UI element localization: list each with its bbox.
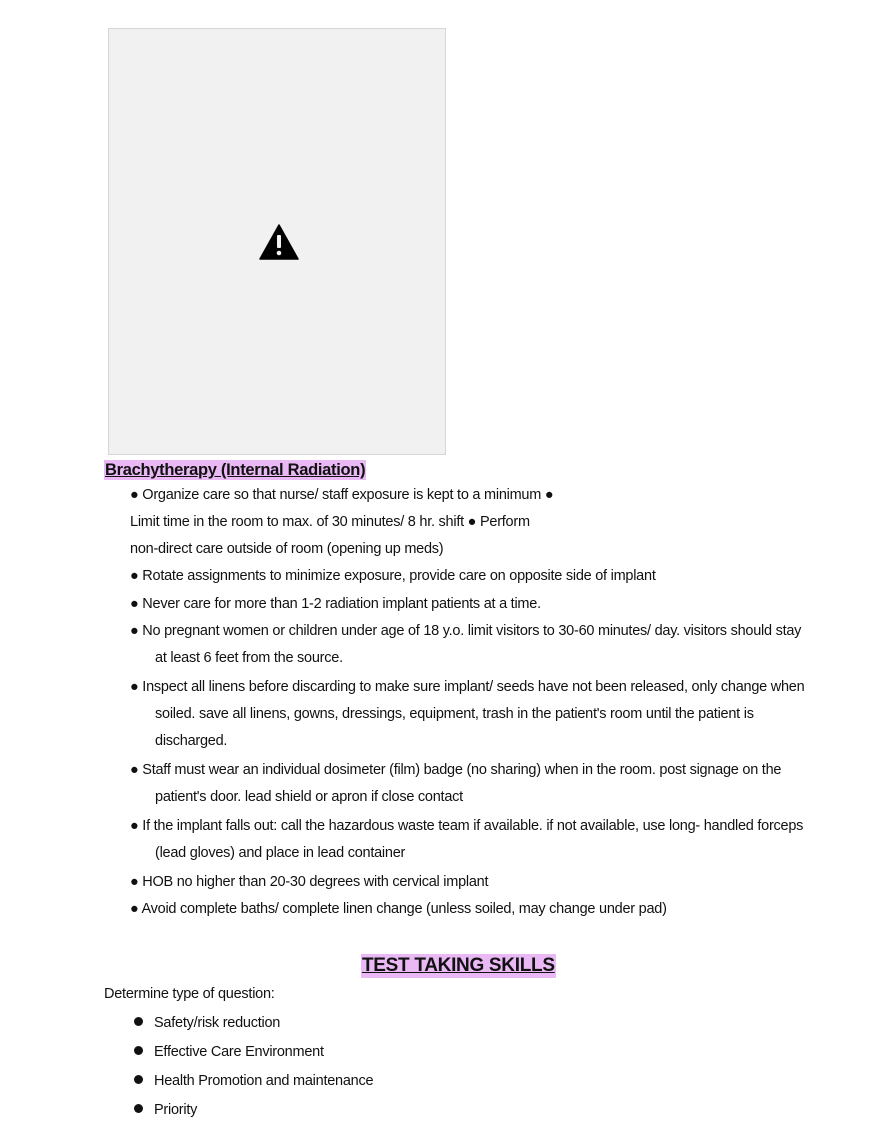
bullet-icon: [134, 1017, 143, 1026]
brachy-line-1: ● Organize care so that nurse/ staff exposure is kept to a minimum ●: [130, 487, 554, 503]
brachy-line-12: patient's door. lead shield or apron if close contact: [155, 789, 463, 805]
broken-image-placeholder: [108, 28, 446, 455]
brachytherapy-title: Brachytherapy (Internal Radiation): [105, 461, 366, 479]
bullet-icon: [134, 1104, 143, 1113]
brachy-line-14: (lead gloves) and place in lead container: [155, 845, 406, 861]
test-taking-title: TEST TAKING SKILLS: [362, 955, 555, 976]
brachy-line-7: at least 6 feet from the source.: [155, 650, 343, 666]
brachy-line-2: Limit time in the room to max. of 30 minutes/ 8 hr. shift ● Perform: [130, 514, 530, 530]
warning-triangle-icon: [259, 224, 299, 260]
brachy-line-9: soiled. save all linens, gowns, dressings, equipment, trash in the patient's room until the patient is: [155, 706, 754, 722]
brachy-line-16: ● Avoid complete baths/ complete linen change (unless soiled, may change under pad): [130, 901, 667, 917]
test-taking-item: Effective Care Environment: [134, 1042, 324, 1062]
brachy-line-3: non-direct care outside of room (opening up meds): [130, 541, 444, 557]
test-taking-intro: Determine type of question:: [104, 986, 275, 1002]
brachy-line-11: ● Staff must wear an individual dosimeter (film) badge (no sharing) when in the room. post signage on the: [130, 762, 782, 778]
bullet-icon: [134, 1075, 143, 1084]
test-taking-item: Priority: [134, 1100, 197, 1120]
brachy-line-5: ● Never care for more than 1-2 radiation implant patients at a time.: [130, 596, 541, 612]
brachy-line-8: ● Inspect all linens before discarding to make sure implant/ seeds have not been released, only change when: [130, 679, 805, 695]
brachy-line-4: ● Rotate assignments to minimize exposure, provide care on opposite side of implant: [130, 568, 656, 584]
brachy-line-6: ● No pregnant women or children under age of 18 y.o. limit visitors to 30-60 minutes/ day. visitors should stay: [130, 623, 802, 639]
brachy-line-15: ● HOB no higher than 20-30 degrees with cervical implant: [130, 874, 489, 890]
brachy-line-10: discharged.: [155, 733, 228, 749]
bullet-icon: [134, 1046, 143, 1055]
brachy-line-13: ● If the implant falls out: call the hazardous waste team if available. if not available, use long- handled forceps: [130, 818, 804, 834]
test-taking-item: Health Promotion and maintenance: [134, 1071, 373, 1091]
test-taking-item: Safety/risk reduction: [134, 1013, 280, 1033]
